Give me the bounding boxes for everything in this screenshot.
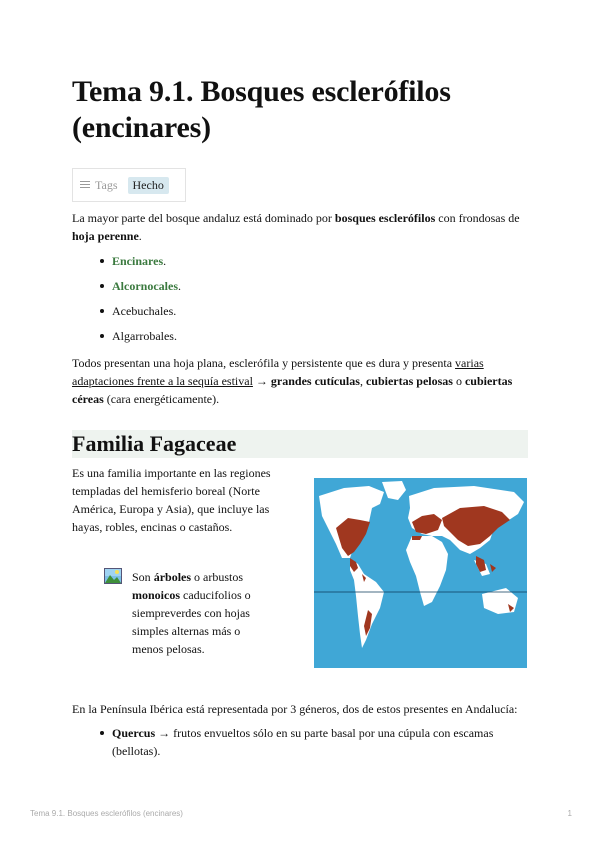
tags-label: Tags	[95, 177, 118, 192]
intro-paragraph: La mayor parte del bosque andaluz está dominado por bosques esclerófilos con frondosas de hoja perenne.	[72, 211, 520, 243]
list-item: Alcornocales.	[72, 277, 528, 302]
page-number: 1	[567, 809, 572, 818]
image-icon	[104, 568, 122, 584]
callout-text: Son árboles o arbustos monoicos caducifolios o siempreverdes con hojas simples alternas más o menos pelosas.	[132, 570, 251, 656]
adaptations-paragraph: Todos presentan una hoja plana, esclerófila y persistente que es dura y presenta varias adaptaciones frente a la sequía estival → grandes cutículas, cubiertas pelosas o cubiertas céreas (cara energéticamente).	[72, 356, 513, 406]
section-heading: Familia Fagaceae	[72, 430, 528, 458]
world-distribution-map	[314, 478, 527, 668]
page-title: Tema 9.1. Bosques esclerófilos (encinares)	[72, 75, 451, 144]
family-paragraph: Es una familia importante en las regiones templadas del hemisferio boreal (Norte América, Europa y Asia), que incluye las hayas, robles, encinas o castaños.	[72, 466, 271, 534]
tag-badge[interactable]: Hecho	[128, 177, 169, 194]
list-item: Encinares.	[72, 252, 528, 277]
list-item: Algarrobales.	[72, 327, 528, 352]
forest-list	[72, 252, 528, 352]
properties-row	[72, 168, 186, 202]
page-footer	[30, 809, 572, 818]
list-item: Quercus → frutos envueltos sólo en su parte basal por una cúpula con escamas (bellotas).	[72, 724, 528, 760]
genus-list	[72, 724, 528, 760]
list-icon	[80, 181, 90, 189]
iberian-paragraph: En la Península Ibérica está representada por 3 géneros, dos de estos presentes en Andalucía:	[72, 702, 518, 716]
list-item: Acebuchales.	[72, 302, 528, 327]
footer-title: Tema 9.1. Bosques esclerófilos (encinares)	[30, 809, 183, 818]
